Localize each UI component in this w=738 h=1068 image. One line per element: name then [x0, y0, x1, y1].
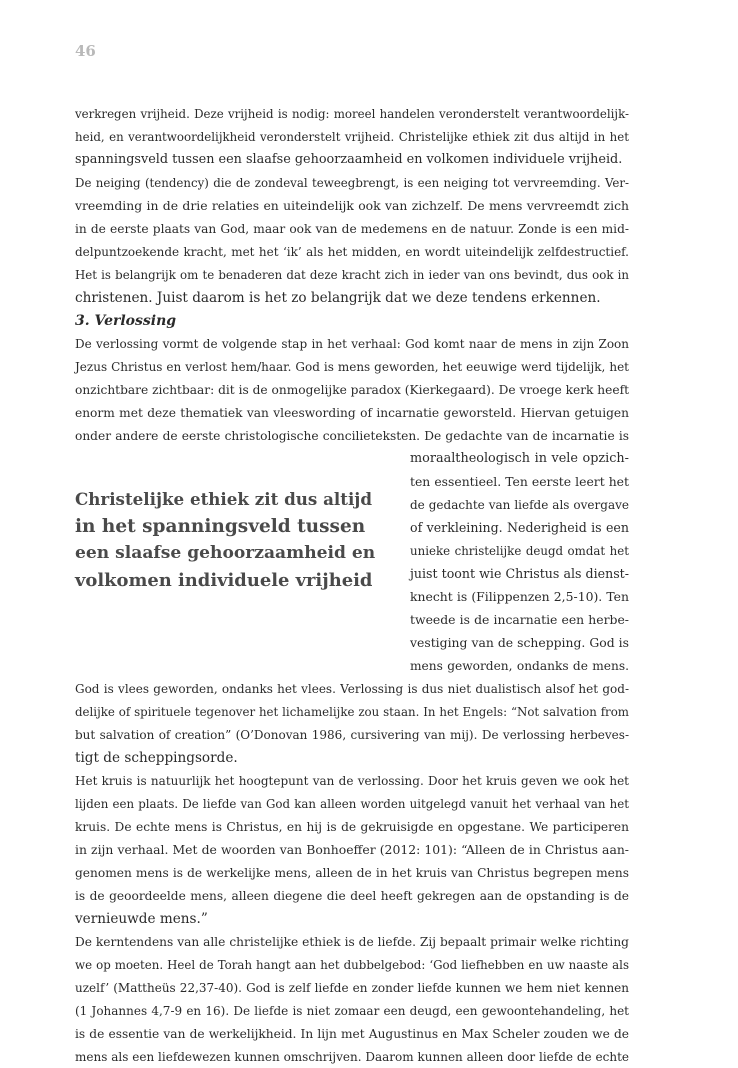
intro-line: christenen. Juist daarom is het zo belangrijk dat we deze tendens erkennen.	[75, 290, 601, 306]
section-line: onzichtbare zichtbaar: dit is de onmogelijke paradox (Kierkegaard). De vroege kerk heeft	[75, 383, 629, 397]
column-line: vestiging van de schepping. God is	[410, 635, 629, 650]
pull-quote-line: volkomen individuele vrijheid	[75, 570, 373, 591]
intro-line: vreemding in de drie relaties en uiteindelijk ook van zichzelf. De mens vervreemdt zich	[75, 198, 629, 213]
section-line: De verlossing vormt de volgende stap in het verhaal: God komt naar de mens in zijn Zoon	[75, 337, 629, 351]
column-line: unieke christelijke deugd omdat het	[410, 544, 629, 558]
pull-quote-line: Christelijke ethiek zit dus altijd	[75, 489, 373, 509]
column-line: moraaltheologisch in vele opzich-	[410, 451, 629, 466]
body-line: is de essentie van de werkelijkheid. In lijn met Augustinus en Max Scheler zouden we de	[75, 1027, 629, 1041]
body-line: Het kruis is natuurlijk het hoogtepunt van de verlossing. Door het kruis geven we ook het	[75, 774, 629, 788]
pull-quote-line: in het spanningsveld tussen	[75, 516, 366, 537]
body-line: we op moeten. Heel de Torah hangt aan het dubbelgebod: ‘God liefhebben en uw naaste als	[75, 958, 629, 972]
body-line: lijden een plaats. De liefde van God kan alleen worden uitgelegd vanuit het verhaal van het	[75, 797, 629, 811]
column-line: juist toont wie Christus als dienst-	[410, 566, 629, 581]
body-line: mens als een liefdewezen kunnen omschrijven. Daarom kunnen alleen door liefde de echte	[75, 1050, 629, 1064]
body-line: tigt de scheppingsorde.	[75, 750, 238, 766]
section-line: Jezus Christus en verlost hem/haar. God is mens geworden, het eeuwige werd tijdelijk, het	[75, 360, 629, 374]
page-number: 46	[75, 42, 96, 60]
column-line: tweede is de incarnatie een herbe-	[410, 612, 629, 627]
intro-line: spanningsveld tussen een slaafse gehoorzaamheid en volkomen individuele vrijheid.	[75, 152, 623, 167]
body-line: delijke of spirituele tegenover het lichamelijke zou staan. In het Engels: “Not salvation from	[75, 705, 629, 719]
body-line: genomen mens is de werkelijke mens, alleen de in het kruis van Christus begrepen mens	[75, 866, 629, 880]
section-line: onder andere de eerste christologische concilieteksten. De gedachte van de incarnatie is	[75, 429, 629, 443]
intro-line: in de eerste plaats van God, maar ook van de medemens en de natuur. Zonde is een mid-	[75, 222, 629, 236]
intro-line: De neiging (tendency) die de zondeval teweegbrengt, is een neiging tot vervreemding. Ver-	[75, 176, 629, 190]
body-line: (1 Johannes 4,7-9 en 16). De liefde is niet zomaar een deugd, een gewoontehandeling, het	[75, 1004, 629, 1018]
body-line: but salvation of creation” (O’Donovan 1986, cursivering van mij). De verlossing herbeves-	[75, 728, 629, 742]
section-line: enorm met deze thematiek van vleeswording of incarnatie geworsteld. Hiervan getuigen	[75, 406, 629, 420]
column-line: knecht is (Filippenzen 2,5-10). Ten	[410, 589, 629, 604]
column-line: mens geworden, ondanks de mens.	[410, 659, 629, 673]
body-line: uzelf’ (Mattheüs 22,37-40). God is zelf liefde en zonder liefde kunnen we hem niet kennen	[75, 981, 629, 995]
body-line: vernieuwde mens.”	[75, 911, 208, 927]
intro-line: verkregen vrijheid. Deze vrijheid is nodig: moreel handelen veronderstelt verantwoordelijk-	[75, 107, 629, 121]
section-heading: 3. Verlossing	[75, 313, 177, 329]
pull-quote-line: een slaafse gehoorzaamheid en	[75, 543, 376, 563]
column-line: of verkleining. Nederigheid is een	[410, 520, 629, 535]
body-line: kruis. De echte mens is Christus, en hij is de gekruisigde en opgestane. We participeren	[75, 820, 629, 834]
intro-line: delpuntzoekende kracht, met het ‘ik’ als het midden, en wordt uiteindelijk zelfdestructief.	[75, 245, 629, 259]
intro-line: Het is belangrijk om te benaderen dat deze kracht zich in ieder van ons bevindt, dus ook in	[75, 268, 629, 282]
column-line: de gedachte van liefde als overgave	[410, 498, 629, 512]
body-line: God is vlees geworden, ondanks het vlees. Verlossing is dus niet dualistisch alsof het god-	[75, 682, 629, 696]
body-line: is de geoordeelde mens, alleen diegene die deel heeft gekregen aan de opstanding is de	[75, 889, 629, 903]
intro-line: heid, en verantwoordelijkheid veronderstelt vrijheid. Christelijke ethiek zit dus altijd in het	[75, 130, 629, 144]
column-line: ten essentieel. Ten eerste leert het	[410, 474, 629, 489]
body-line: De kerntendens van alle christelijke ethiek is de liefde. Zij bepaalt primair welke richting	[75, 935, 629, 949]
body-line: in zijn verhaal. Met de woorden van Bonhoeffer (2012: 101): “Alleen de in Christus aan-	[75, 842, 629, 857]
